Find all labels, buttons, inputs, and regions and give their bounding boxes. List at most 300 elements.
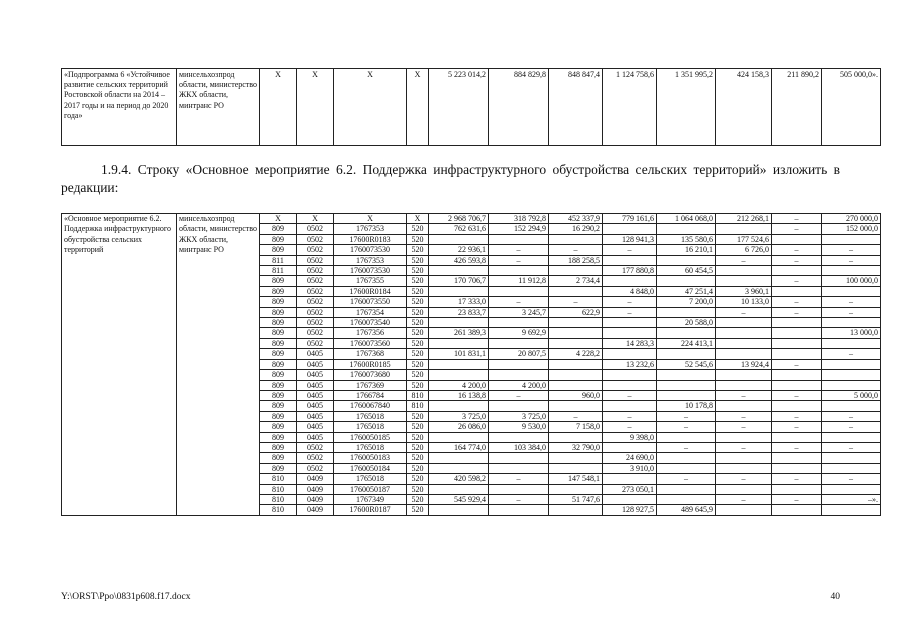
value-cell [549, 359, 603, 369]
value-cell: 270 000,0 [822, 214, 881, 224]
value-cell [603, 442, 657, 452]
value-cell [716, 276, 772, 286]
value-cell [429, 234, 489, 244]
code-cell: 1767349 [334, 494, 407, 504]
value-cell [489, 463, 549, 473]
value-cell: – [716, 474, 772, 484]
value-cell [716, 432, 772, 442]
value-cell: 4 200,0 [489, 380, 549, 390]
value-cell: 20 807,5 [489, 349, 549, 359]
value-cell [822, 318, 881, 328]
code-cell: 1767356 [334, 328, 407, 338]
value-cell: 177 880,8 [603, 266, 657, 276]
code-cell: 0409 [297, 484, 334, 494]
value-cell [822, 380, 881, 390]
value-cell: 20 588,0 [657, 318, 716, 328]
value-cell [549, 453, 603, 463]
value-cell: 848 847,4 [549, 69, 603, 146]
value-cell [657, 276, 716, 286]
value-cell [657, 370, 716, 380]
value-cell: – [822, 474, 881, 484]
code-cell: 810 [260, 505, 297, 515]
code-cell: 1765018 [334, 422, 407, 432]
value-cell: 26 086,0 [429, 422, 489, 432]
value-cell [429, 318, 489, 328]
value-cell [716, 370, 772, 380]
program-name-cell: «Подпрограмма 6 «Устойчивое развитие сельских территорий Ростовской области на 2014 – 2017 годы и на период до 2020 года» [62, 69, 177, 146]
value-cell [489, 432, 549, 442]
code-cell: 810 [260, 474, 297, 484]
code-cell: 1760050187 [334, 484, 407, 494]
code-cell: 520 [407, 328, 429, 338]
code-cell: 1766784 [334, 390, 407, 400]
value-cell: 13 232,6 [603, 359, 657, 369]
code-cell: 0405 [297, 359, 334, 369]
value-cell [429, 484, 489, 494]
value-cell [772, 266, 822, 276]
value-cell: 273 050,1 [603, 484, 657, 494]
value-cell [772, 338, 822, 348]
value-cell: – [549, 411, 603, 421]
value-cell [822, 286, 881, 296]
value-cell: 3 910,0 [603, 463, 657, 473]
code-cell: 520 [407, 422, 429, 432]
value-cell: 4 200,0 [429, 380, 489, 390]
code-cell: 810 [407, 401, 429, 411]
code-cell: 1767368 [334, 349, 407, 359]
value-cell: – [822, 411, 881, 421]
code-cell: 0405 [297, 422, 334, 432]
code-cell: 0502 [297, 255, 334, 265]
value-cell [603, 255, 657, 265]
value-cell [489, 359, 549, 369]
code-cell: 520 [407, 245, 429, 255]
value-cell [429, 463, 489, 473]
code-cell: 520 [407, 297, 429, 307]
value-cell [429, 453, 489, 463]
executor-cell: минсельхозпрод области, министерство ЖКХ области, минтранс РО [177, 69, 260, 146]
value-cell [549, 370, 603, 380]
value-cell: 3 960,1 [716, 286, 772, 296]
value-cell [657, 494, 716, 504]
value-cell [603, 328, 657, 338]
value-cell [549, 266, 603, 276]
value-cell: 5 223 014,2 [429, 69, 489, 146]
code-cell: 520 [407, 266, 429, 276]
value-cell: – [603, 297, 657, 307]
value-cell: – [716, 255, 772, 265]
code-cell: 0502 [297, 338, 334, 348]
value-cell [429, 401, 489, 411]
value-cell: 103 384,0 [489, 442, 549, 452]
code-cell: 809 [260, 328, 297, 338]
value-cell [549, 338, 603, 348]
value-cell: – [603, 411, 657, 421]
value-cell: – [772, 411, 822, 421]
value-cell [716, 266, 772, 276]
value-cell: 452 337,9 [549, 214, 603, 224]
value-cell [772, 484, 822, 494]
code-cell: 1765018 [334, 411, 407, 421]
code-cell: 17600R0184 [334, 286, 407, 296]
code-cell: Х [407, 214, 429, 224]
value-cell: – [772, 474, 822, 484]
code-cell: 520 [407, 307, 429, 317]
code-cell: 520 [407, 474, 429, 484]
value-cell [716, 401, 772, 411]
value-cell: – [822, 442, 881, 452]
code-cell: 520 [407, 453, 429, 463]
value-cell: 22 936,1 [429, 245, 489, 255]
value-cell: – [716, 307, 772, 317]
value-cell [603, 494, 657, 504]
value-cell: 17 333,0 [429, 297, 489, 307]
code-cell: 520 [407, 380, 429, 390]
value-cell: 2 734,4 [549, 276, 603, 286]
code-cell: 0502 [297, 224, 334, 234]
code-cell: 1760073530 [334, 266, 407, 276]
value-cell: 32 790,0 [549, 442, 603, 452]
value-cell [822, 484, 881, 494]
code-cell: 1767369 [334, 380, 407, 390]
value-cell: – [549, 245, 603, 255]
value-cell: 11 912,8 [489, 276, 549, 286]
value-cell: – [489, 474, 549, 484]
value-cell: 318 792,8 [489, 214, 549, 224]
code-cell: 0502 [297, 442, 334, 452]
value-cell: 14 283,3 [603, 338, 657, 348]
code-cell: 809 [260, 338, 297, 348]
value-cell [772, 401, 822, 411]
value-cell [772, 432, 822, 442]
value-cell: – [489, 390, 549, 400]
value-cell: 261 389,3 [429, 328, 489, 338]
value-cell: 505 000,0». [822, 69, 881, 146]
code-cell: 520 [407, 432, 429, 442]
value-cell [549, 463, 603, 473]
code-cell: 0502 [297, 266, 334, 276]
value-cell [716, 505, 772, 515]
code-cell: 809 [260, 224, 297, 234]
value-cell: 884 829,8 [489, 69, 549, 146]
value-cell [429, 338, 489, 348]
value-cell: 52 545,6 [657, 359, 716, 369]
value-cell: 147 548,1 [549, 474, 603, 484]
value-cell [429, 432, 489, 442]
value-cell: – [772, 255, 822, 265]
value-cell [716, 338, 772, 348]
value-cell: 2 968 706,7 [429, 214, 489, 224]
value-cell: 152 294,9 [489, 224, 549, 234]
value-cell: – [489, 494, 549, 504]
value-cell: – [772, 494, 822, 504]
value-cell: – [716, 411, 772, 421]
value-cell [772, 318, 822, 328]
value-cell: – [549, 297, 603, 307]
code-cell: 1767353 [334, 224, 407, 234]
value-cell [822, 463, 881, 473]
code-cell: 0502 [297, 245, 334, 255]
code-cell: 810 [407, 390, 429, 400]
code-cell: 1760050185 [334, 432, 407, 442]
code-cell: 1765018 [334, 474, 407, 484]
code-cell: 809 [260, 390, 297, 400]
value-cell [822, 359, 881, 369]
code-cell: 520 [407, 494, 429, 504]
value-cell [489, 318, 549, 328]
code-cell: 0405 [297, 380, 334, 390]
value-cell [549, 286, 603, 296]
code-cell: 0409 [297, 474, 334, 484]
value-cell [603, 370, 657, 380]
value-cell [772, 286, 822, 296]
value-cell: 177 524,6 [716, 234, 772, 244]
code-cell: 1765018 [334, 442, 407, 452]
value-cell: 100 000,0 [822, 276, 881, 286]
value-cell [429, 266, 489, 276]
value-cell: 545 929,4 [429, 494, 489, 504]
code-cell: 520 [407, 255, 429, 265]
value-cell: – [772, 214, 822, 224]
value-cell [603, 401, 657, 411]
value-cell [716, 463, 772, 473]
code-cell: 809 [260, 442, 297, 452]
value-cell [549, 234, 603, 244]
code-cell: 1760073550 [334, 297, 407, 307]
code-cell: 520 [407, 505, 429, 515]
value-cell [822, 338, 881, 348]
code-cell: 1760073680 [334, 370, 407, 380]
value-cell: – [489, 297, 549, 307]
value-cell: – [772, 224, 822, 234]
code-cell: 520 [407, 442, 429, 452]
value-cell: 424 158,3 [716, 69, 772, 146]
code-cell: 0502 [297, 463, 334, 473]
value-cell: 3 245,7 [489, 307, 549, 317]
value-cell: 420 598,2 [429, 474, 489, 484]
code-cell: 0502 [297, 297, 334, 307]
value-cell: – [716, 494, 772, 504]
value-cell: – [772, 307, 822, 317]
value-cell [657, 484, 716, 494]
code-cell: 520 [407, 318, 429, 328]
code-cell: 809 [260, 286, 297, 296]
code-cell: 520 [407, 286, 429, 296]
value-cell: – [657, 422, 716, 432]
table-row [62, 69, 881, 146]
value-cell [603, 276, 657, 286]
value-cell: – [716, 390, 772, 400]
code-cell: 811 [260, 266, 297, 276]
code-cell: Х [297, 214, 334, 224]
table-row [62, 214, 881, 224]
value-cell [489, 505, 549, 515]
value-cell: 152 000,0 [822, 224, 881, 234]
code-cell: 0502 [297, 453, 334, 463]
value-cell: – [822, 422, 881, 432]
value-cell [429, 286, 489, 296]
code-cell: 0405 [297, 411, 334, 421]
code-cell: 809 [260, 453, 297, 463]
value-cell [489, 370, 549, 380]
instruction-paragraph: 1.9.4. Строку «Основное мероприятие 6.2. Поддержка инфраструктурного обустройства сельских территорий» изложить в редакции: [61, 162, 840, 195]
value-cell: 13 924,4 [716, 359, 772, 369]
code-cell: 520 [407, 463, 429, 473]
value-cell: 960,0 [549, 390, 603, 400]
code-cell: 520 [407, 484, 429, 494]
value-cell [603, 474, 657, 484]
executor-cell: минсельхозпрод области, министерство ЖКХ области, минтранс РО [177, 214, 260, 516]
value-cell [657, 432, 716, 442]
code-cell: 520 [407, 276, 429, 286]
code-cell: 809 [260, 370, 297, 380]
code-cell: 1767355 [334, 276, 407, 286]
value-cell: – [822, 307, 881, 317]
value-cell: – [716, 422, 772, 432]
code-cell: 1760073540 [334, 318, 407, 328]
value-cell [716, 349, 772, 359]
code-cell: 0405 [297, 390, 334, 400]
value-cell: – [772, 276, 822, 286]
value-cell [489, 234, 549, 244]
value-cell: 212 268,1 [716, 214, 772, 224]
code-cell: 520 [407, 349, 429, 359]
footer-file-path: Y:\ORST\Ppo\0831p608.f17.docx [61, 592, 191, 602]
value-cell [657, 390, 716, 400]
value-cell [549, 380, 603, 390]
value-cell: – [657, 474, 716, 484]
value-cell: 188 258,5 [549, 255, 603, 265]
code-cell: 0405 [297, 349, 334, 359]
value-cell [549, 328, 603, 338]
value-cell: 1 351 995,2 [657, 69, 716, 146]
value-cell [716, 224, 772, 234]
value-cell: 13 000,0 [822, 328, 881, 338]
value-cell: – [772, 442, 822, 452]
value-cell: 16 210,1 [657, 245, 716, 255]
code-cell: 0502 [297, 286, 334, 296]
code-cell: 17600R0185 [334, 359, 407, 369]
code-cell: 1760067840 [334, 401, 407, 411]
value-cell [549, 318, 603, 328]
code-cell: 0405 [297, 432, 334, 442]
value-cell: 6 726,0 [716, 245, 772, 255]
code-cell: 1767354 [334, 307, 407, 317]
value-cell: 101 831,1 [429, 349, 489, 359]
value-cell [716, 328, 772, 338]
value-cell: 170 706,7 [429, 276, 489, 286]
value-cell: 3 725,0 [489, 411, 549, 421]
value-cell: – [489, 245, 549, 255]
value-cell: – [772, 422, 822, 432]
subprogram-table [61, 68, 881, 146]
value-cell: 7 200,0 [657, 297, 716, 307]
code-cell: 809 [260, 411, 297, 421]
value-cell: 779 161,6 [603, 214, 657, 224]
value-cell: 128 927,5 [603, 505, 657, 515]
code-cell: 811 [260, 255, 297, 265]
value-cell: – [603, 422, 657, 432]
value-cell: 4 228,2 [549, 349, 603, 359]
code-cell: Х [407, 69, 429, 146]
value-cell: 16 290,2 [549, 224, 603, 234]
code-cell: 809 [260, 380, 297, 390]
value-cell: 224 413,1 [657, 338, 716, 348]
code-cell: 809 [260, 422, 297, 432]
code-cell: 809 [260, 276, 297, 286]
main-activity-table [61, 213, 881, 516]
value-cell [489, 286, 549, 296]
code-cell: 809 [260, 318, 297, 328]
code-cell: 809 [260, 307, 297, 317]
value-cell: – [716, 442, 772, 452]
code-cell: Х [334, 214, 407, 224]
value-cell: 5 000,0 [822, 390, 881, 400]
value-cell [772, 453, 822, 463]
value-cell: – [822, 255, 881, 265]
value-cell [657, 307, 716, 317]
value-cell [657, 380, 716, 390]
value-cell [657, 224, 716, 234]
value-cell: 9 530,0 [489, 422, 549, 432]
value-cell: –». [822, 494, 881, 504]
code-cell: 1760050184 [334, 463, 407, 473]
value-cell [657, 453, 716, 463]
code-cell: 17600R0187 [334, 505, 407, 515]
code-cell: 1760073530 [334, 245, 407, 255]
value-cell [822, 432, 881, 442]
value-cell [657, 255, 716, 265]
code-cell: 809 [260, 401, 297, 411]
value-cell [822, 401, 881, 411]
value-cell: 9 398,0 [603, 432, 657, 442]
value-cell: 489 645,9 [657, 505, 716, 515]
value-cell: – [772, 390, 822, 400]
value-cell [489, 266, 549, 276]
value-cell: 60 454,5 [657, 266, 716, 276]
value-cell: 3 725,0 [429, 411, 489, 421]
value-cell [603, 380, 657, 390]
code-cell: 809 [260, 245, 297, 255]
value-cell [429, 505, 489, 515]
value-cell: – [822, 349, 881, 359]
code-cell: 810 [260, 484, 297, 494]
code-cell: 520 [407, 411, 429, 421]
code-cell: 1767353 [334, 255, 407, 265]
value-cell: 10 133,0 [716, 297, 772, 307]
value-cell [603, 224, 657, 234]
code-cell: Х [334, 69, 407, 146]
code-cell: 809 [260, 359, 297, 369]
value-cell: – [772, 359, 822, 369]
value-cell: 128 941,3 [603, 234, 657, 244]
code-cell: 809 [260, 234, 297, 244]
code-cell: 809 [260, 297, 297, 307]
value-cell [716, 380, 772, 390]
code-cell: 809 [260, 463, 297, 473]
value-cell [429, 359, 489, 369]
code-cell: 1760050183 [334, 453, 407, 463]
value-cell: 1 064 068,0 [657, 214, 716, 224]
code-cell: 520 [407, 359, 429, 369]
code-cell: 1760073560 [334, 338, 407, 348]
value-cell [772, 380, 822, 390]
value-cell [657, 328, 716, 338]
value-cell [489, 401, 549, 411]
value-cell [772, 505, 822, 515]
value-cell [489, 484, 549, 494]
value-cell [716, 484, 772, 494]
